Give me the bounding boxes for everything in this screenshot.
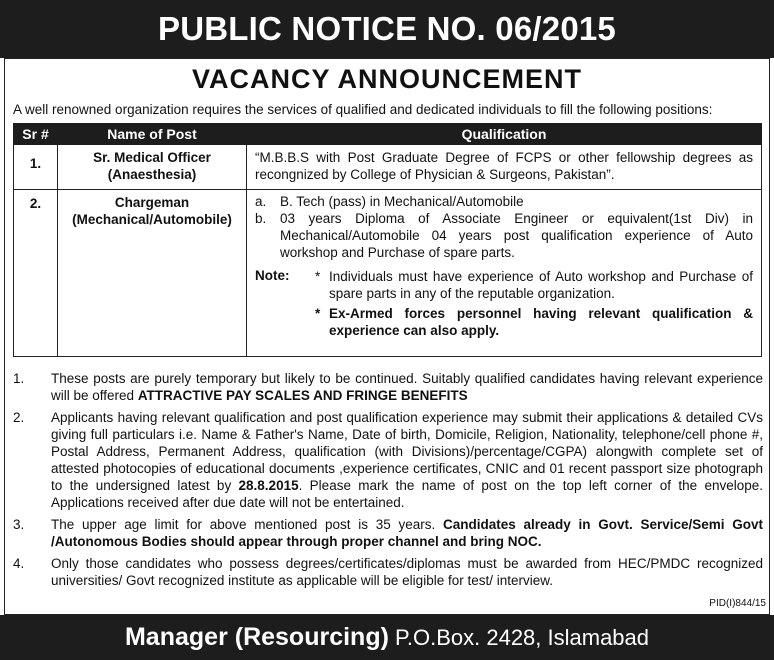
table-row (14, 190, 762, 357)
term-text (51, 516, 763, 550)
term-number: 1. (13, 371, 25, 386)
note-item (315, 305, 753, 339)
bullet: * (315, 306, 321, 321)
term-emphasis: ATTRACTIVE PAY SCALES AND FRINGE BENEFITS (137, 388, 468, 403)
row-sr: 1. (29, 156, 42, 171)
term-number: 2. (13, 410, 25, 425)
post-specialty: (Anaesthesia) (107, 167, 197, 182)
header-sr: Sr # (14, 124, 58, 145)
intro-text: A well renowned organization requires the services of qualified and dedicated individuals to fill the following positions: (13, 102, 713, 117)
item-letter: a. (255, 194, 267, 209)
contact-title: Manager (Resourcing) (124, 623, 389, 651)
post-title: Chargeman (114, 195, 190, 210)
positions-table (13, 123, 762, 357)
post-name (58, 145, 246, 183)
qualification-text: “M.B.B.S with Post Graduate Degree of FCPS or other fellowship degrees as recongnized by College of Physician & Surgeons, Pakistan”. (255, 150, 753, 182)
note-block (255, 268, 753, 339)
term-item (13, 409, 763, 511)
bullet: * (315, 269, 321, 284)
term-plain: These posts are purely temporary but likely to be continued. Suitably qualified candidates having relevant experience will be offered (51, 371, 763, 403)
term-number: 3. (13, 517, 25, 532)
contact-address: P.O.Box. 2428, Islamabad (388, 625, 650, 650)
post-specialty: (Mechanical/Automobile) (72, 212, 232, 227)
row-sr: 2. (29, 196, 42, 211)
note-text: Ex-Armed forces personnel having relevant qualification & experience can also apply. (329, 306, 753, 338)
footer-contact (0, 615, 774, 660)
post-name (58, 190, 246, 228)
note-label: Note: (255, 268, 290, 283)
term-text (51, 370, 763, 404)
item-letter: b. (255, 211, 267, 226)
header-qualification: Qualification (247, 124, 762, 145)
list-item (255, 210, 753, 261)
pid-code: PID(I)844/15 (709, 598, 766, 609)
term-emphasis: Candidates already in Govt. Service/Semi Govt /Autonomous Bodies should appear through proper channel and bring NOC. (51, 517, 763, 549)
post-title: Sr. Medical Officer (93, 150, 211, 165)
note-item (315, 268, 753, 302)
notice-title: PUBLIC NOTICE NO. 06/2015 (0, 0, 774, 58)
qualification-list (255, 190, 753, 261)
term-text: Only those candidates who possess degrees/certificates/diplomas must be awarded from HEC/PMDC recognized universities/ Govt recognized institute as applicable will be eligible for test/ interview. (51, 556, 763, 588)
table-header-row (14, 124, 762, 145)
term-plain: The upper age limit for above mentioned post is 35 years. (51, 517, 443, 532)
note-text: Individuals must have experience of Auto workshop and Purchase of spare parts in any of the reputable organization. (329, 269, 753, 301)
term-text (51, 409, 763, 511)
term-plain: Applicants having relevant qualification and post qualification experience may submit their applications & detailed CVs giving full particulars i.e. Name & Father's Name, Date of birth, Domicile, Religion, Nationality, telephone/cell phone #, Postal Address, Permanent Address, qualification (with Divisions)/percentage/CGPA) alongwith complete set of attested photocopies of educational documents ,experience certificates, CNIC and 01 recent passport size photograph to the undersigned latest by (51, 410, 763, 493)
table-row (14, 145, 762, 190)
list-item (255, 193, 753, 210)
item-text: B. Tech (pass) in Mechanical/Automobile (280, 194, 524, 209)
item-text: 03 years Diploma of Associate Engineer or equivalent(1st Div) in Mechanical/Automobile 04 years post qualification experience of Auto workshop and Purchase of spare parts. (280, 211, 753, 260)
term-plain: . Please mark the name of post on the top left corner of the envelope. Applications received after due date will not be entertained. (51, 478, 763, 510)
terms-list (13, 370, 763, 594)
term-number: 4. (13, 556, 25, 571)
term-item (13, 516, 763, 550)
term-item (13, 555, 763, 589)
header-post: Name of Post (58, 124, 247, 145)
vacancy-heading: VACANCY ANNOUNCEMENT (191, 64, 582, 94)
term-item (13, 370, 763, 404)
deadline-date: 28.8.2015 (238, 478, 299, 493)
